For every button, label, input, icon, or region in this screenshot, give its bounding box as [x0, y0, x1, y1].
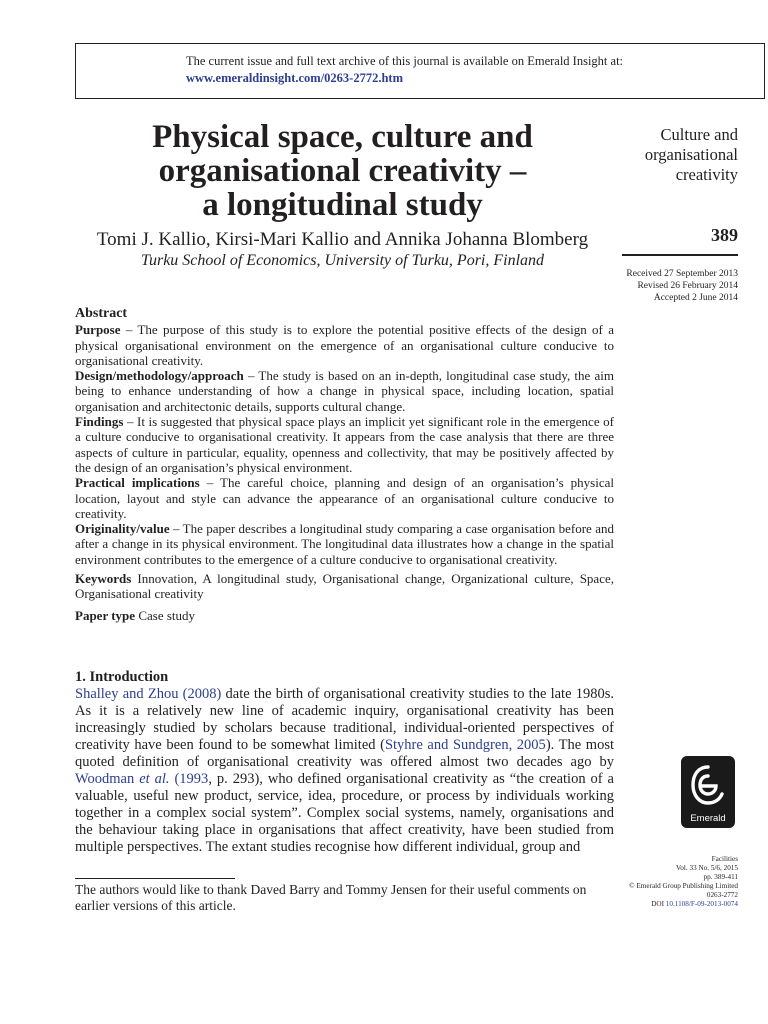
doi-line	[590, 900, 738, 909]
accepted-date: Accepted 2 June 2014	[653, 293, 738, 303]
keywords-text: Innovation, A longitudinal study, Organisational change, Organizational culture, Space, Organisational creativity	[75, 571, 614, 602]
abstract-purpose	[75, 322, 614, 368]
citation-woodman-name: Woodman	[75, 771, 140, 787]
citation-woodman-etal: et al.	[139, 771, 170, 787]
paper-type-text: Case study	[135, 607, 196, 623]
keywords-label: Keywords	[75, 571, 132, 587]
practical-text: – The careful choice, planning and design of an organisation’s physical location, layout and style can advance the appearance of an organisational culture conducive to creativity.	[75, 475, 614, 521]
paper-type-label: Paper type	[75, 607, 136, 623]
citation-shalley-zhou-link[interactable]: Shalley and Zhou (2008)	[75, 686, 222, 702]
originality-label: Originality/value	[75, 521, 170, 537]
article-title	[75, 120, 610, 222]
doi-label: DOI	[651, 900, 666, 908]
title-line-3: a longitudinal study	[202, 187, 483, 223]
running-title-line-1: Culture and	[660, 125, 738, 144]
footnote-divider	[75, 878, 235, 879]
sidebar-divider	[622, 254, 738, 256]
submission-dates	[600, 268, 738, 304]
banner-url-link[interactable]: www.emeraldinsight.com/0263-2772.htm	[186, 71, 403, 85]
originality-text: – The paper describes a longitudinal study comparing a case organisation before and after a change in its physical environment. The longitudinal data illustrates how a change in the spatial environment contributes to the emergence of a culture conducive to organisational creativity.	[75, 521, 614, 567]
abstract-practical	[75, 475, 614, 521]
running-title-line-3: creativity	[675, 165, 738, 184]
findings-text: – It is suggested that physical space plays an implicit yet significant role in the emergence of a culture conducive to organisational creativity. It appears from the case analysis that there are three aspects of culture in particular, equality, openness and collectivity, that may be positively affected by the design of an organisation’s physical environment.	[75, 414, 614, 475]
introduction-section	[75, 669, 614, 856]
abstract-design	[75, 368, 614, 414]
citation-woodman-year: (1993	[169, 771, 209, 787]
volume-issue: Vol. 33 No. 5/6, 2015	[676, 864, 738, 872]
purpose-text: – The purpose of this study is to explore the potential positive effects of the design of a physical organisational environment on the emergence of an organisational culture conducive to organisational creativity.	[75, 322, 614, 368]
abstract-findings	[75, 414, 614, 475]
title-line-1: Physical space, culture and	[152, 119, 533, 155]
emerald-logo-icon	[690, 763, 726, 809]
intro-text-3: , p. 293), who defined organisational creativity as “the creation of a valuable, useful new product, service, idea, procedure, or process by individuals working together in a complex social system”. Complex social systems, namely, organisations and the behaviour taking place in organisations that affect creativity, have been studied from multiple perspectives. The extant studies recognise how different individual, group and	[75, 771, 614, 855]
running-title	[615, 125, 738, 185]
journal-archive-banner	[75, 43, 765, 99]
received-date: Received 27 September 2013	[626, 269, 738, 279]
running-title-line-2: organisational	[644, 145, 738, 164]
logo-label: Emerald	[690, 813, 726, 824]
publication-info	[590, 855, 738, 909]
design-label: Design/methodology/approach	[75, 368, 244, 384]
emerald-logo	[681, 756, 735, 828]
title-line-2: organisational creativity –	[158, 153, 527, 189]
page-range: pp. 389-411	[703, 873, 738, 881]
issn: 0263-2772	[706, 891, 738, 899]
doi-link[interactable]: 10.1108/F-09-2013-0074	[665, 900, 738, 908]
intro-text-1: date the birth of organisational creativity studies to the late 1980s. As it is a relatively new line of academic inquiry, organisational creativity has been increasingly studied by scholars because traditional, individual-oriented perspectives of creativity have been found to be somewhat limited (	[75, 686, 614, 753]
findings-label: Findings	[75, 414, 124, 430]
intro-text-2: ). The most quoted definition of organisational creativity was offered almost two decades ago by	[75, 737, 614, 770]
abstract-section	[75, 306, 614, 623]
abstract-keywords	[75, 571, 614, 602]
journal-name: Facilities	[711, 855, 738, 863]
practical-label: Practical implications	[75, 475, 200, 491]
copyright: © Emerald Group Publishing Limited	[629, 882, 738, 890]
article-authors: Tomi J. Kallio, Kirsi-Mari Kallio and Annika Johanna Blomberg	[96, 229, 589, 250]
banner-text: The current issue and full text archive of this journal is available on Emerald Insight at:	[186, 54, 624, 68]
purpose-label: Purpose	[75, 322, 121, 338]
acknowledgement-footnote: The authors would like to thank Daved Barry and Tommy Jensen for their useful comments on earlier versions of this article.	[75, 882, 587, 913]
citation-styhre-sundgren-link[interactable]: Styhre and Sundgren, 2005	[384, 737, 546, 753]
introduction-heading: 1. Introduction	[75, 669, 169, 685]
abstract-paper-type	[75, 608, 614, 623]
page-number: 389	[711, 225, 738, 245]
abstract-heading: Abstract	[75, 306, 128, 321]
introduction-paragraph	[75, 686, 614, 856]
citation-woodman-link[interactable]	[75, 771, 208, 787]
abstract-originality	[75, 521, 614, 567]
design-text: – The study is based on an in-depth, longitudinal case study, the aim being to enhance understanding of how a change in physical space, including location, spatial organisation and architectonic details, supports cultural change.	[75, 368, 614, 414]
author-affiliation: Turku School of Economics, University of Turku, Pori, Finland	[140, 252, 545, 269]
revised-date: Revised 26 February 2014	[637, 281, 738, 291]
